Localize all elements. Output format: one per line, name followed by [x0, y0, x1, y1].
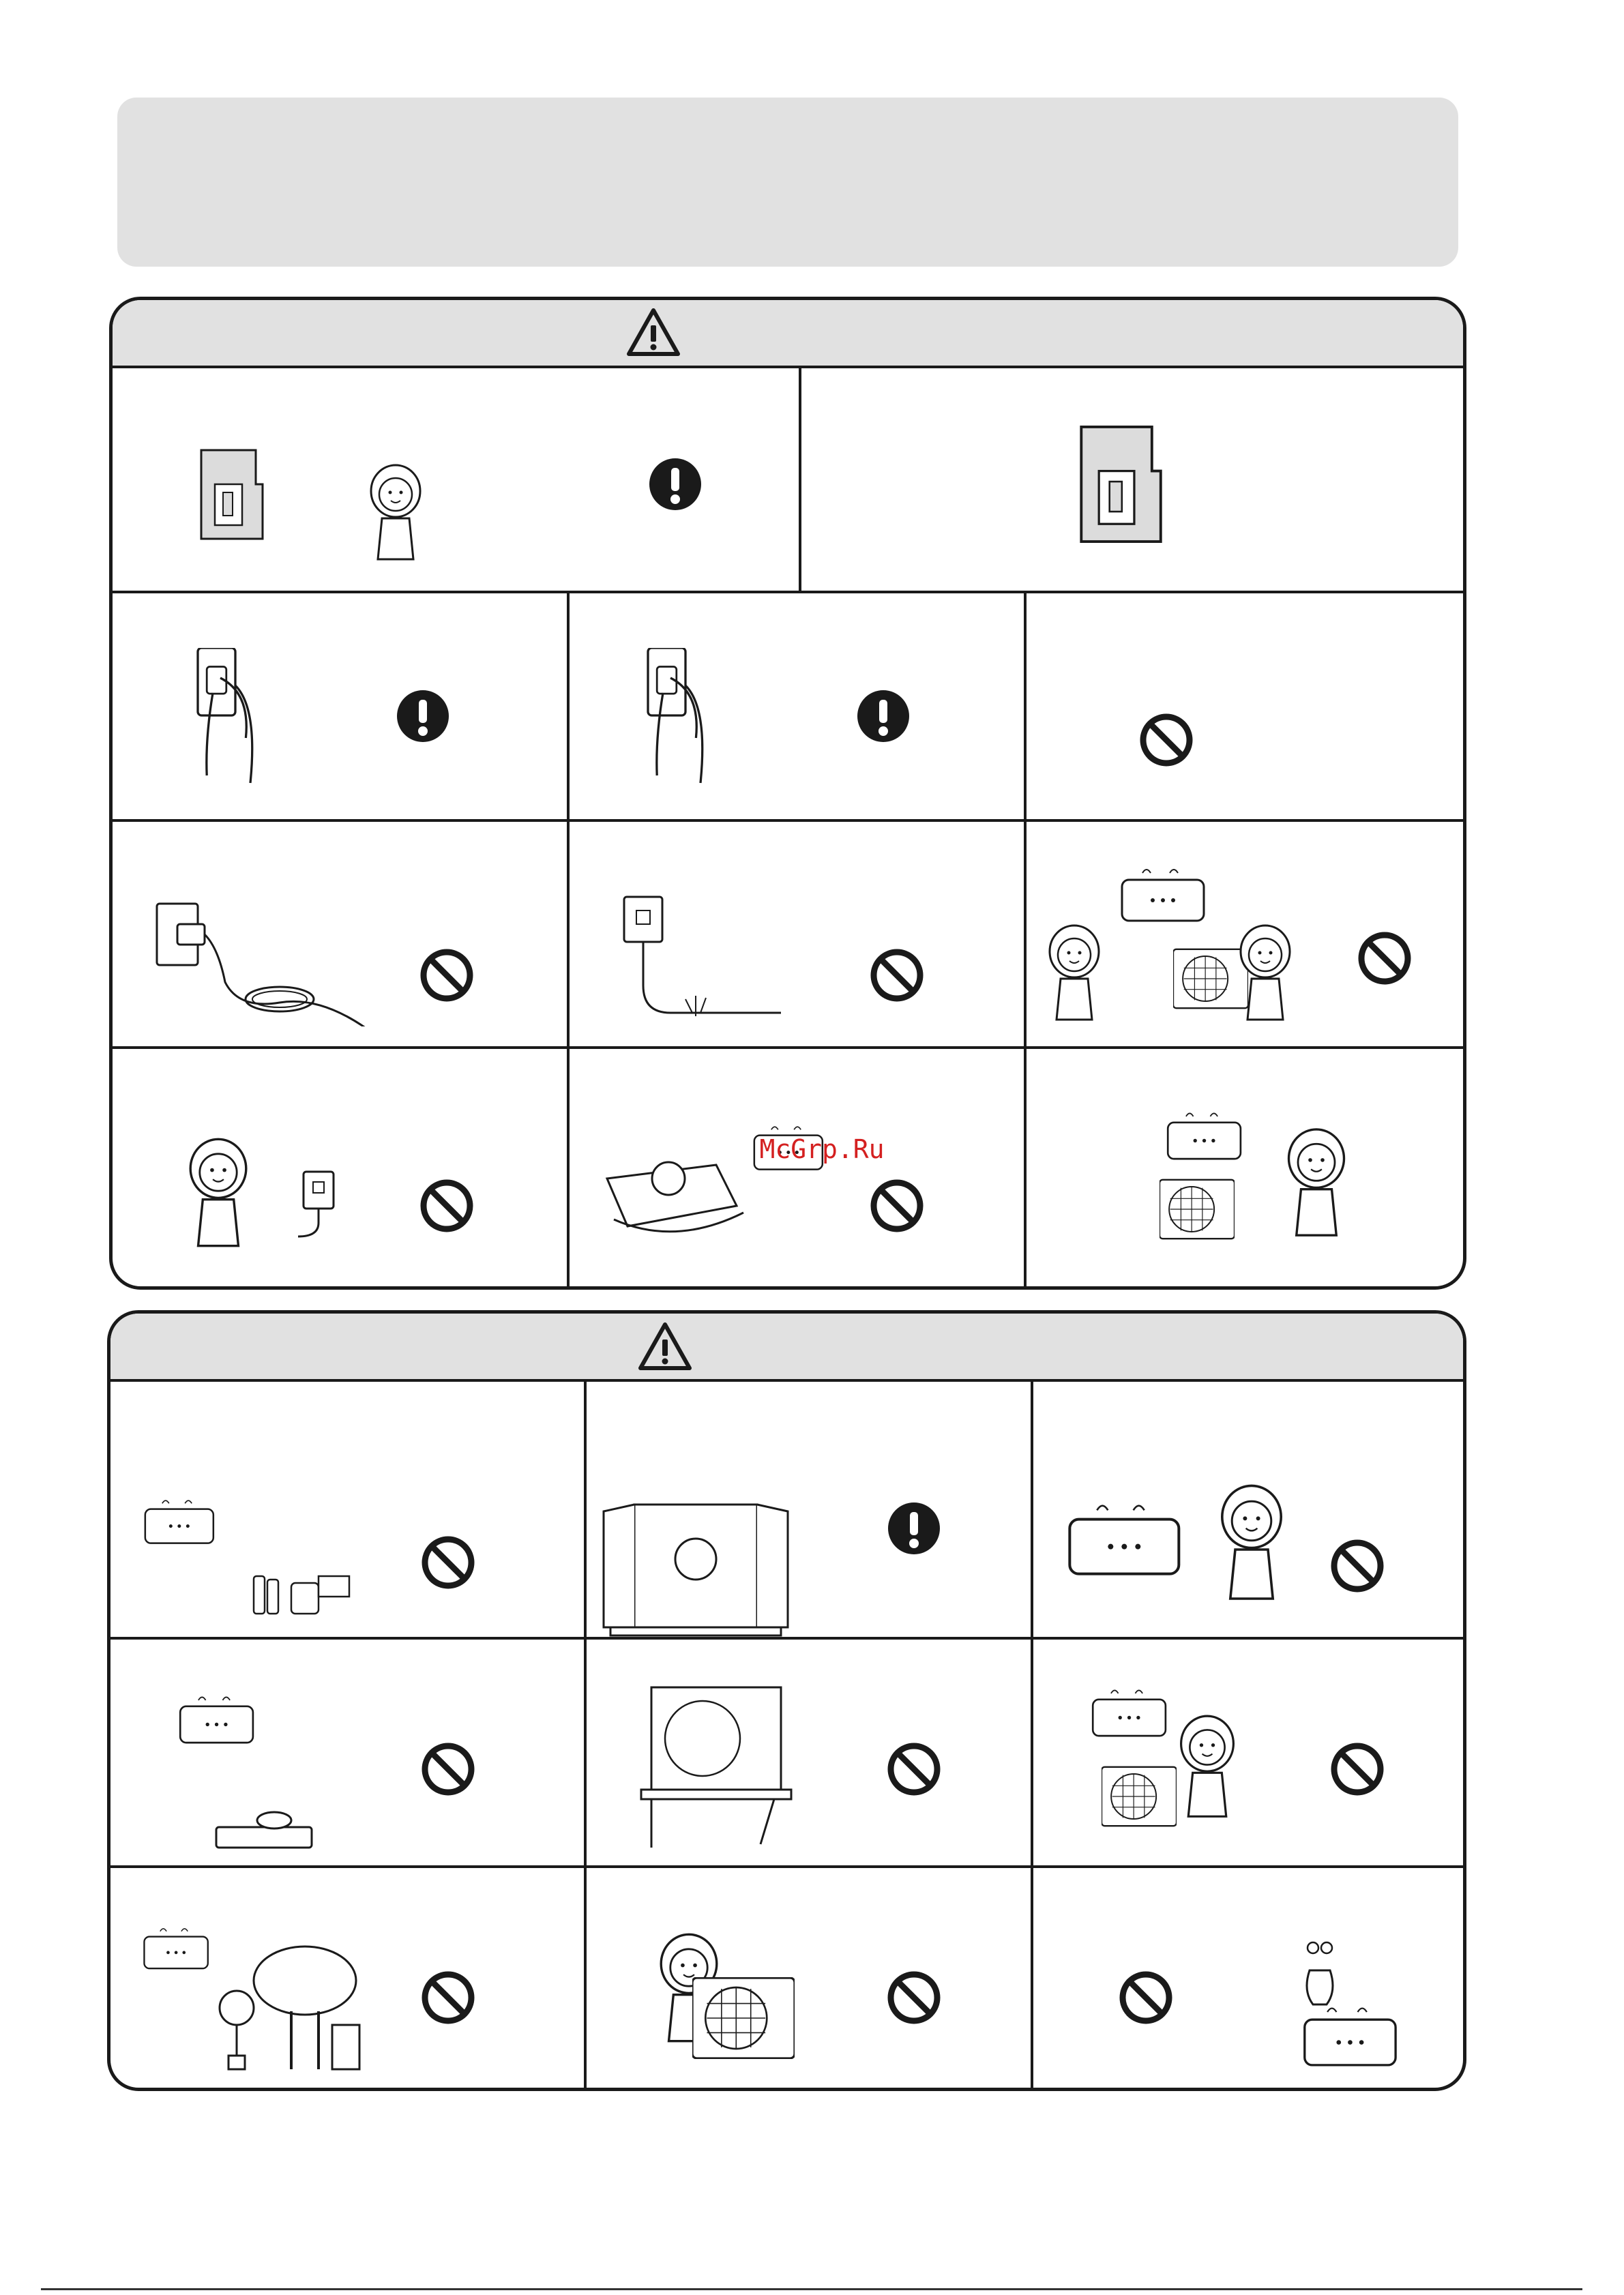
plants-and-trees-illustration [216, 1943, 366, 2073]
outdoor-unit-illustration [692, 1977, 795, 2059]
indoor-unit-illustration [141, 1926, 216, 1974]
person-illustration [368, 464, 430, 566]
indoor-unit-illustration [1112, 866, 1221, 928]
circuit-breaker-illustration [1071, 409, 1180, 559]
prohibition-icon [870, 1179, 924, 1233]
warning-triangle-icon [626, 306, 681, 359]
circuit-breaker-illustration [194, 436, 276, 552]
baby-cradle-illustration [600, 1138, 750, 1240]
caution-cell [587, 1640, 1033, 1868]
open-window-illustration [597, 1498, 795, 1638]
warning-cell [1027, 822, 1466, 1049]
prohibition-icon [1330, 1539, 1385, 1593]
wall-outlet-illustration [297, 1168, 344, 1243]
warning-cell [113, 368, 801, 593]
mandatory-exclamation-icon [887, 1501, 941, 1556]
person-illustration [1286, 1127, 1347, 1243]
warning-cell [113, 822, 570, 1049]
indoor-unit-illustration [1084, 1687, 1180, 1742]
caution-cell [1033, 1382, 1466, 1640]
prohibition-icon [1357, 931, 1412, 986]
warning-cell [801, 368, 1466, 593]
prohibition-icon [419, 948, 474, 1003]
footer-rule [41, 2288, 1582, 2290]
child-illustration [1047, 924, 1102, 1026]
caution-panel [107, 1310, 1466, 2091]
indoor-unit-illustration [179, 1694, 261, 1749]
warning-cell [570, 822, 1027, 1049]
warning-cell [113, 1049, 570, 1290]
warning-cell [570, 593, 1027, 822]
outdoor-unit-illustration [1173, 945, 1248, 1013]
caution-cell [110, 1640, 587, 1868]
prohibition-icon [1330, 1742, 1385, 1796]
prohibition-icon [1119, 1970, 1173, 2025]
caution-cell [110, 1382, 587, 1640]
outdoor-unit-illustration [1102, 1762, 1177, 1831]
damaged-cord-illustration [617, 890, 788, 1026]
vase-illustration [1299, 1940, 1340, 2008]
prohibition-icon [421, 1535, 475, 1590]
mandatory-exclamation-icon [396, 689, 450, 743]
indoor-unit-illustration [1163, 1110, 1252, 1165]
food-items-illustration [247, 1563, 356, 1617]
mandatory-exclamation-icon [648, 457, 703, 512]
prohibition-icon [421, 1742, 475, 1796]
warning-triangle-icon [638, 1320, 692, 1374]
caution-cell [1033, 1868, 1466, 2091]
person-illustration [1177, 1715, 1238, 1824]
prohibition-icon [887, 1970, 941, 2025]
caution-cell [587, 1868, 1033, 2091]
warning-panel [109, 297, 1466, 1290]
gas-stove-illustration [213, 1803, 315, 1851]
prohibition-icon [887, 1742, 941, 1796]
caution-panel-header [110, 1314, 1463, 1382]
caution-cell [1033, 1640, 1466, 1868]
person-illustration [181, 1138, 256, 1254]
outdoor-unit-on-stand-illustration [638, 1680, 795, 1851]
outdoor-unit-illustration [1160, 1175, 1235, 1243]
mandatory-exclamation-icon [856, 689, 911, 743]
warning-panel-header [113, 300, 1463, 368]
plug-in-hand-illustration [194, 648, 276, 798]
person-illustration [1214, 1484, 1289, 1607]
indoor-unit-illustration [1275, 2004, 1432, 2073]
indoor-unit-illustration [141, 1498, 223, 1549]
warning-cell [113, 593, 570, 822]
prohibition-icon [1139, 713, 1194, 767]
plug-in-hand-illustration [645, 648, 726, 798]
watermark: McGrp.Ru [759, 1134, 885, 1164]
indoor-unit-illustration [1050, 1501, 1207, 1583]
child-illustration [1238, 924, 1293, 1026]
header-band [117, 98, 1458, 267]
prohibition-icon [421, 1970, 475, 2025]
warning-cell [1027, 1049, 1466, 1290]
warning-cell [1027, 593, 1466, 822]
bundled-cord-illustration [150, 890, 375, 1026]
prohibition-icon [870, 948, 924, 1003]
caution-cell [587, 1382, 1033, 1640]
prohibition-icon [419, 1179, 474, 1233]
caution-cell [110, 1868, 587, 2091]
